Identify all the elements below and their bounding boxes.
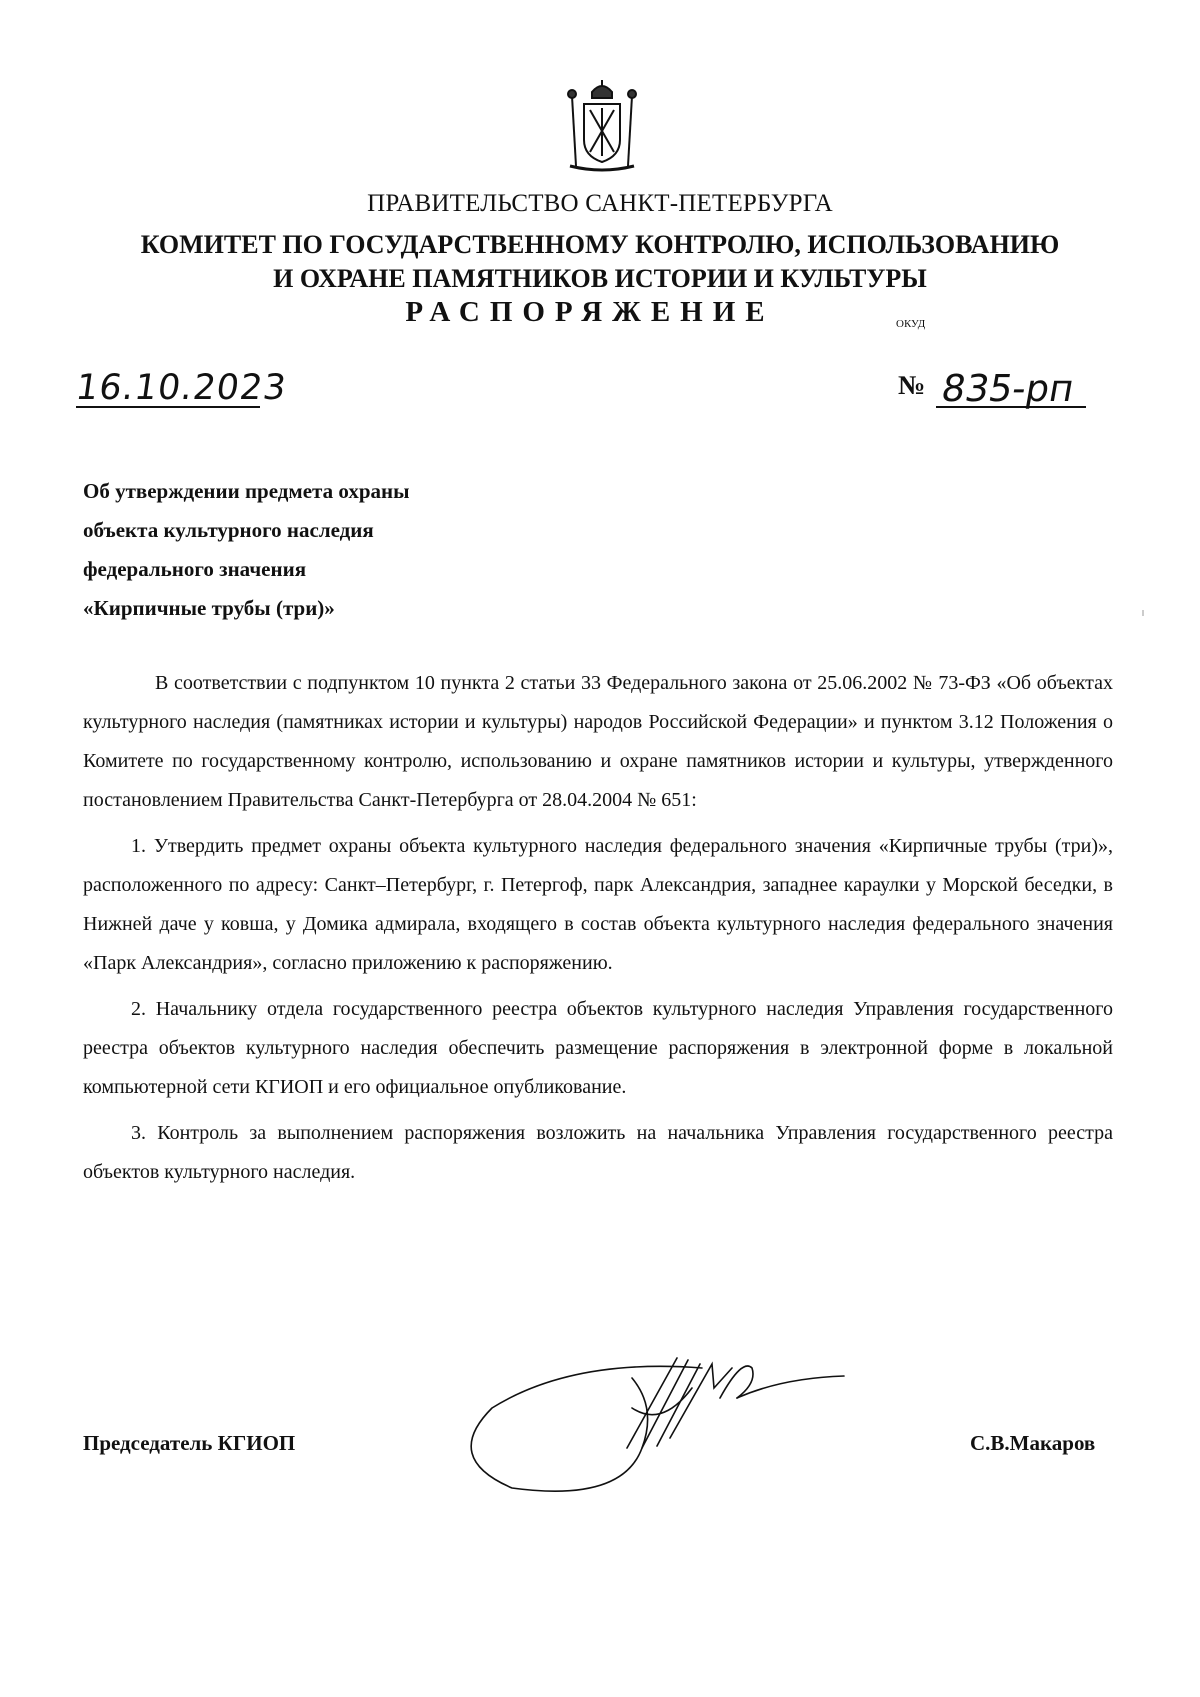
committee-name-line2: И ОХРАНЕ ПАМЯТНИКОВ ИСТОРИИ И КУЛЬТУРЫ <box>273 264 927 293</box>
title-line: объекта культурного наследия <box>83 518 374 542</box>
signer-name: С.В.Макаров <box>970 1431 1096 1455</box>
document-type: РАСПОРЯЖЕНИЕ <box>405 296 775 328</box>
document-date: 16.10.2023 <box>73 368 290 408</box>
government-name: ПРАВИТЕЛЬСТВО САНКТ-ПЕТЕРБУРГА <box>367 190 833 217</box>
coat-of-arms-icon <box>554 78 650 174</box>
handwritten-signature <box>452 1328 872 1498</box>
item-3: 3. Контроль за выполнением распоряжения возложить на начальника Управления государственного реестра объектов культурного наследия. <box>83 1122 1113 1183</box>
title-line: «Кирпичные трубы (три)» <box>83 596 335 620</box>
document-body <box>83 664 1113 1199</box>
title-line: Об утверждении предмета охраны <box>83 479 410 503</box>
document-number-field <box>936 364 1086 408</box>
okud-label: ОКУД <box>896 318 926 330</box>
title-line: федерального значения <box>83 557 307 581</box>
scan-artifact <box>1142 610 1144 616</box>
item-2: 2. Начальнику отдела государственного реестра объектов культурного наследия Управления государственного реестра объектов культурного наследия обеспечить размещение распоряжения в электронной форме в локальной компьютерной сети КГИОП и его официальное опубликование. <box>83 998 1113 1098</box>
signer-position: Председатель КГИОП <box>83 1431 296 1455</box>
intro-paragraph: В соответствии с подпунктом 10 пункта 2 статьи 33 Федерального закона от 25.06.2002 № 73-ФЗ «Об объектах культурного наследия (памятниках истории и культуры) народов Российской Федерации» и пунктом 3.12 Положения о Комитете по государственному контролю, использованию и охране памятников истории и культуры, утвержденного постановлением Правительства Санкт-Петербурга от 28.04.2004 № 651: <box>83 672 1113 811</box>
item-1: 1. Утвердить предмет охраны объекта культурного наследия федерального значения «Кирпичные трубы (три)», расположенного по адресу: Санкт–Петербург, г. Петергоф, парк Александрия, западнее караулки у Морской беседки, в Нижней даче у ковша, у Домика адмирала, входящего в состав объекта культурного наследия федерального значения «Парк Александрия», согласно приложению к распоряжению. <box>83 835 1113 974</box>
committee-name-line1: КОМИТЕТ ПО ГОСУДАРСТВЕННОМУ КОНТРОЛЮ, ИСПОЛЬЗОВАНИЮ <box>140 230 1060 259</box>
document-number: 835-рп <box>938 367 1078 410</box>
document-title <box>83 472 603 628</box>
document-date-field <box>73 362 290 408</box>
number-label: № <box>898 370 926 400</box>
